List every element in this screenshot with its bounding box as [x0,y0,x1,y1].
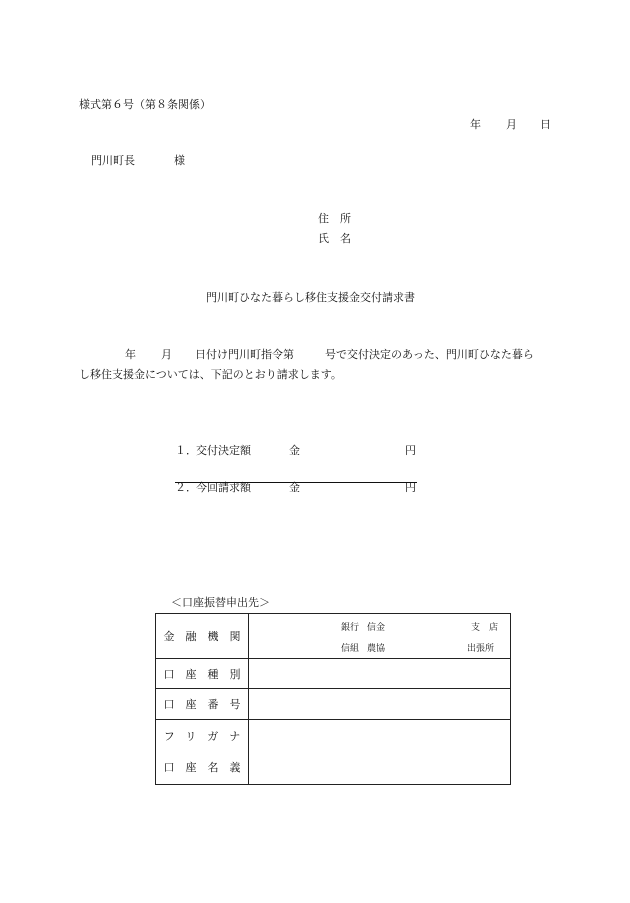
option-nokyo: 農協 [367,644,386,654]
account-holder-field[interactable] [249,720,511,785]
table-row [156,689,511,720]
label-account-number: 口座番号 [156,689,249,720]
item-1-number: １． [175,444,197,457]
bank-account-table [155,613,511,785]
table-row [156,720,511,785]
option-shinkin: 信金 [367,623,386,633]
option-office: 出張所 [467,644,495,654]
date-day: 日 [540,118,551,131]
item-1-unit: 円 [405,444,416,457]
table-row [156,659,511,689]
body-mid: 日付け門川町指令第 [195,348,294,361]
label-financial-institution: 金融機関 [156,614,249,659]
item-2-number: ２． [175,481,197,494]
label-account-type: 口座種別 [156,659,249,689]
address-label: 住 所 [318,212,351,225]
option-bank: 銀行 [341,623,360,633]
body-month: 月 [161,348,172,361]
body-line2: し移住支援金については、下記のとおり請求します。 [79,368,342,381]
label-furigana-holder [156,720,252,785]
label-furigana: フリガナ [163,730,252,743]
item-1-label: 交付決定額 [196,444,251,457]
addressee-name: 門川町長 [91,154,135,167]
label-account-holder: 口座名義 [163,761,252,774]
name-label: 氏 名 [318,232,351,245]
item-2-unit: 円 [405,481,416,494]
account-type-field[interactable] [249,659,511,689]
addressee-honorific: 様 [174,154,185,167]
body-year: 年 [125,348,136,361]
item-2-currency: 金 [289,481,300,494]
account-number-field[interactable] [249,689,511,720]
document-title: 門川町ひなた暮らし移住支援金交付請求書 [206,291,415,304]
option-shinkumi: 信組 [341,644,360,654]
item-2-label: 今回請求額 [196,481,251,494]
date-month: 月 [506,118,517,131]
bank-section-heading: ＜口座振替申出先＞ [171,596,270,609]
table-row [156,614,511,659]
financial-institution-field[interactable] [249,614,511,659]
body-end: 号で交付決定のあった、門川町ひなた暮ら [325,348,534,361]
option-branch: 支 店 [471,623,499,633]
date-year: 年 [470,118,481,131]
item-1-currency: 金 [289,444,300,457]
form-number: 様式第６号（第８条関係） [79,98,211,111]
